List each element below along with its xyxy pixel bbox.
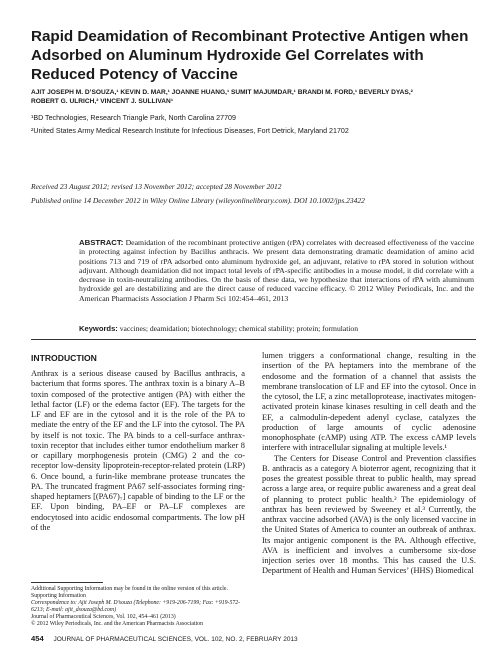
footnote-divider	[31, 582, 103, 583]
section-heading: INTRODUCTION	[31, 353, 97, 363]
right-column	[262, 351, 476, 577]
keywords-label: Keywords:	[79, 324, 118, 333]
publication-info: Published online 14 December 2012 in Wiley Online Library (wileyonlinelibrary.com). DOI 10.1002/jps.23422	[31, 196, 365, 205]
article-title: Rapid Deamidation of Recombinant Protective Antigen when Adsorbed on Aluminum Hydroxide Gel Correlates with Reduced Potency of Vaccine	[31, 28, 469, 83]
keywords-text: vaccines; deamidation; biotechnology; chemical stability; protein; formulation	[119, 324, 359, 333]
page-number: 454	[31, 634, 44, 643]
page-footer	[31, 635, 476, 644]
received-dates: Received 23 August 2012; revised 13 November 2012; accepted 28 November 2012	[31, 182, 282, 191]
section-divider	[31, 339, 476, 340]
affiliation-1: ¹BD Technologies, Research Triangle Park, North Carolina 27709	[31, 114, 236, 122]
copyright-note: © 2012 Wiley Periodicals, Inc. and the American Pharmacists Association	[31, 621, 203, 627]
abstract-label: ABSTRACT:	[79, 238, 124, 247]
journal-running-footer: JOURNAL OF PHARMACEUTICAL SCIENCES, VOL. 102, NO. 2, FEBRUARY 2013	[53, 636, 298, 643]
abstract	[79, 238, 474, 303]
correspondence-note: Correspondence to: Ajit Joseph M. D’souza (Telephone: +919-206-7199; Fax: +919-572-6213; E-mail: ajit_dsouza@bd.com)	[31, 600, 241, 614]
body-paragraph: lumen triggers a conformational change, resulting in the insertion of the PA heptamers into the membrane of the endosome and the formation of a channel that assists the membrane translocation of LF and EF into the cytosol. Once in the cytosol, the LF, a zinc metalloprotease, inactivates mitogen-activated protein kinase kinases resulting in cell death and the EF, a calmodulin-depedent adenyl cyclase, catalyzes the production of large amounts of cyclic adenosine monophosphate (cAMP) using ATP. The excess cAMP levels interfere with intracellular signaling at multiple levels.¹	[262, 351, 476, 453]
body-paragraph: The Centers for Disease Control and Prevention classifies B. anthracis as a category A bioterror agent, recognizing that it poses the greatest possible threat to public health, may spread across a large area, or require public awareness and a great deal of planning to protect public health.² The epidemiology of anthrax has been reviewed by Sweeney et al.³ Currently, the anthrax vaccine adsorbed (AVA) is the only licensed vaccine in the United States of America to counter an outbreak of anthrax. Its major antigenic component is the PA. Although effective, AVA is inefficient and involves a cumbersome six-dose injection series over 18 months. This has caused the U.S. Department of Health and Human Services’ (HHS) Biomedical	[262, 453, 476, 576]
author-line: ROBERT G. ULRICH,² VINCENT J. SULLIVAN¹	[31, 98, 174, 106]
abstract-text: Deamidation of the recombinant protective antigen (rPA) correlates with decreased effectiveness of the vaccine in protecting against infection by Bacillus anthracis. We present data demonstrating dramatic deamidation of amino acid positions 713 and 719 of rPA adsorbed onto aluminum hydroxide gel, an adjuvant, relative to rPA stored in solution without adjuvant. Although deamidation did not impact total levels of rPA-specific antibodies in a mouse model, it did correlate with a decrease in toxin-neutralizing antibodies. On the basis of these data, we hypothesize that interactions of rPA with aluminum hydroxide gel are destabilizing and are the direct cause of reduced vaccine efficacy. © 2012 Wiley Periodicals, Inc. and the American Pharmacists Association J Pharm Sci 102:454–461, 2013	[79, 238, 475, 303]
affiliation-2: ²United States Army Medical Research Institute for Infectious Diseases, Fort Detrick, Maryland 21702	[31, 127, 349, 135]
keywords	[79, 324, 474, 333]
body-paragraph: Anthrax is a serious disease caused by Bacillus anthracis, a bacterium that forms spores. The anthrax toxin is a binary A–B toxin composed of the protective antigen (PA) with either the lethal factor (LF) or the edema factor (EF). The targets for the LF and EF are in the cytosol and it is the role of the PA to mediate the entry of the EF and the LF into the cytosol. The PA by itself is not toxic. The PA binds to a cell-surface anthrax-toxin receptor that includes either tumor endothelium marker 8 or capillary morphogenesis protein (CMG) 2 and the co-receptor low-density lipoprotein-receptor-related protein (LRP) 6. Once bound, a furin-like membrane protease truncates the PA. The truncated fragment PA67 self-associates forming ring-shaped heptamers [(PA67)₇] capable of binding to the LF or the EF. Upon binding, PA–EF or PA–LF complexes are endocytosed into acidic endosomal compartments. The low pH of the	[31, 369, 245, 532]
supporting-info-note: Additional Supporting Information may be found in the online version of this article. Supporting Information	[31, 586, 228, 600]
left-column	[31, 369, 245, 533]
journal-citation-note: Journal of Pharmaceutical Sciences, Vol. 102, 454–461 (2013)	[31, 614, 176, 620]
author-line: AJIT JOSEPH M. D’SOUZA,¹ KEVIN D. MAR,¹ JOANNE HUANG,¹ SUMIT MAJUMDAR,¹ BRANDI M. FORD,¹ BEVERLY DYAS,²	[31, 89, 413, 96]
author-list	[31, 88, 476, 107]
